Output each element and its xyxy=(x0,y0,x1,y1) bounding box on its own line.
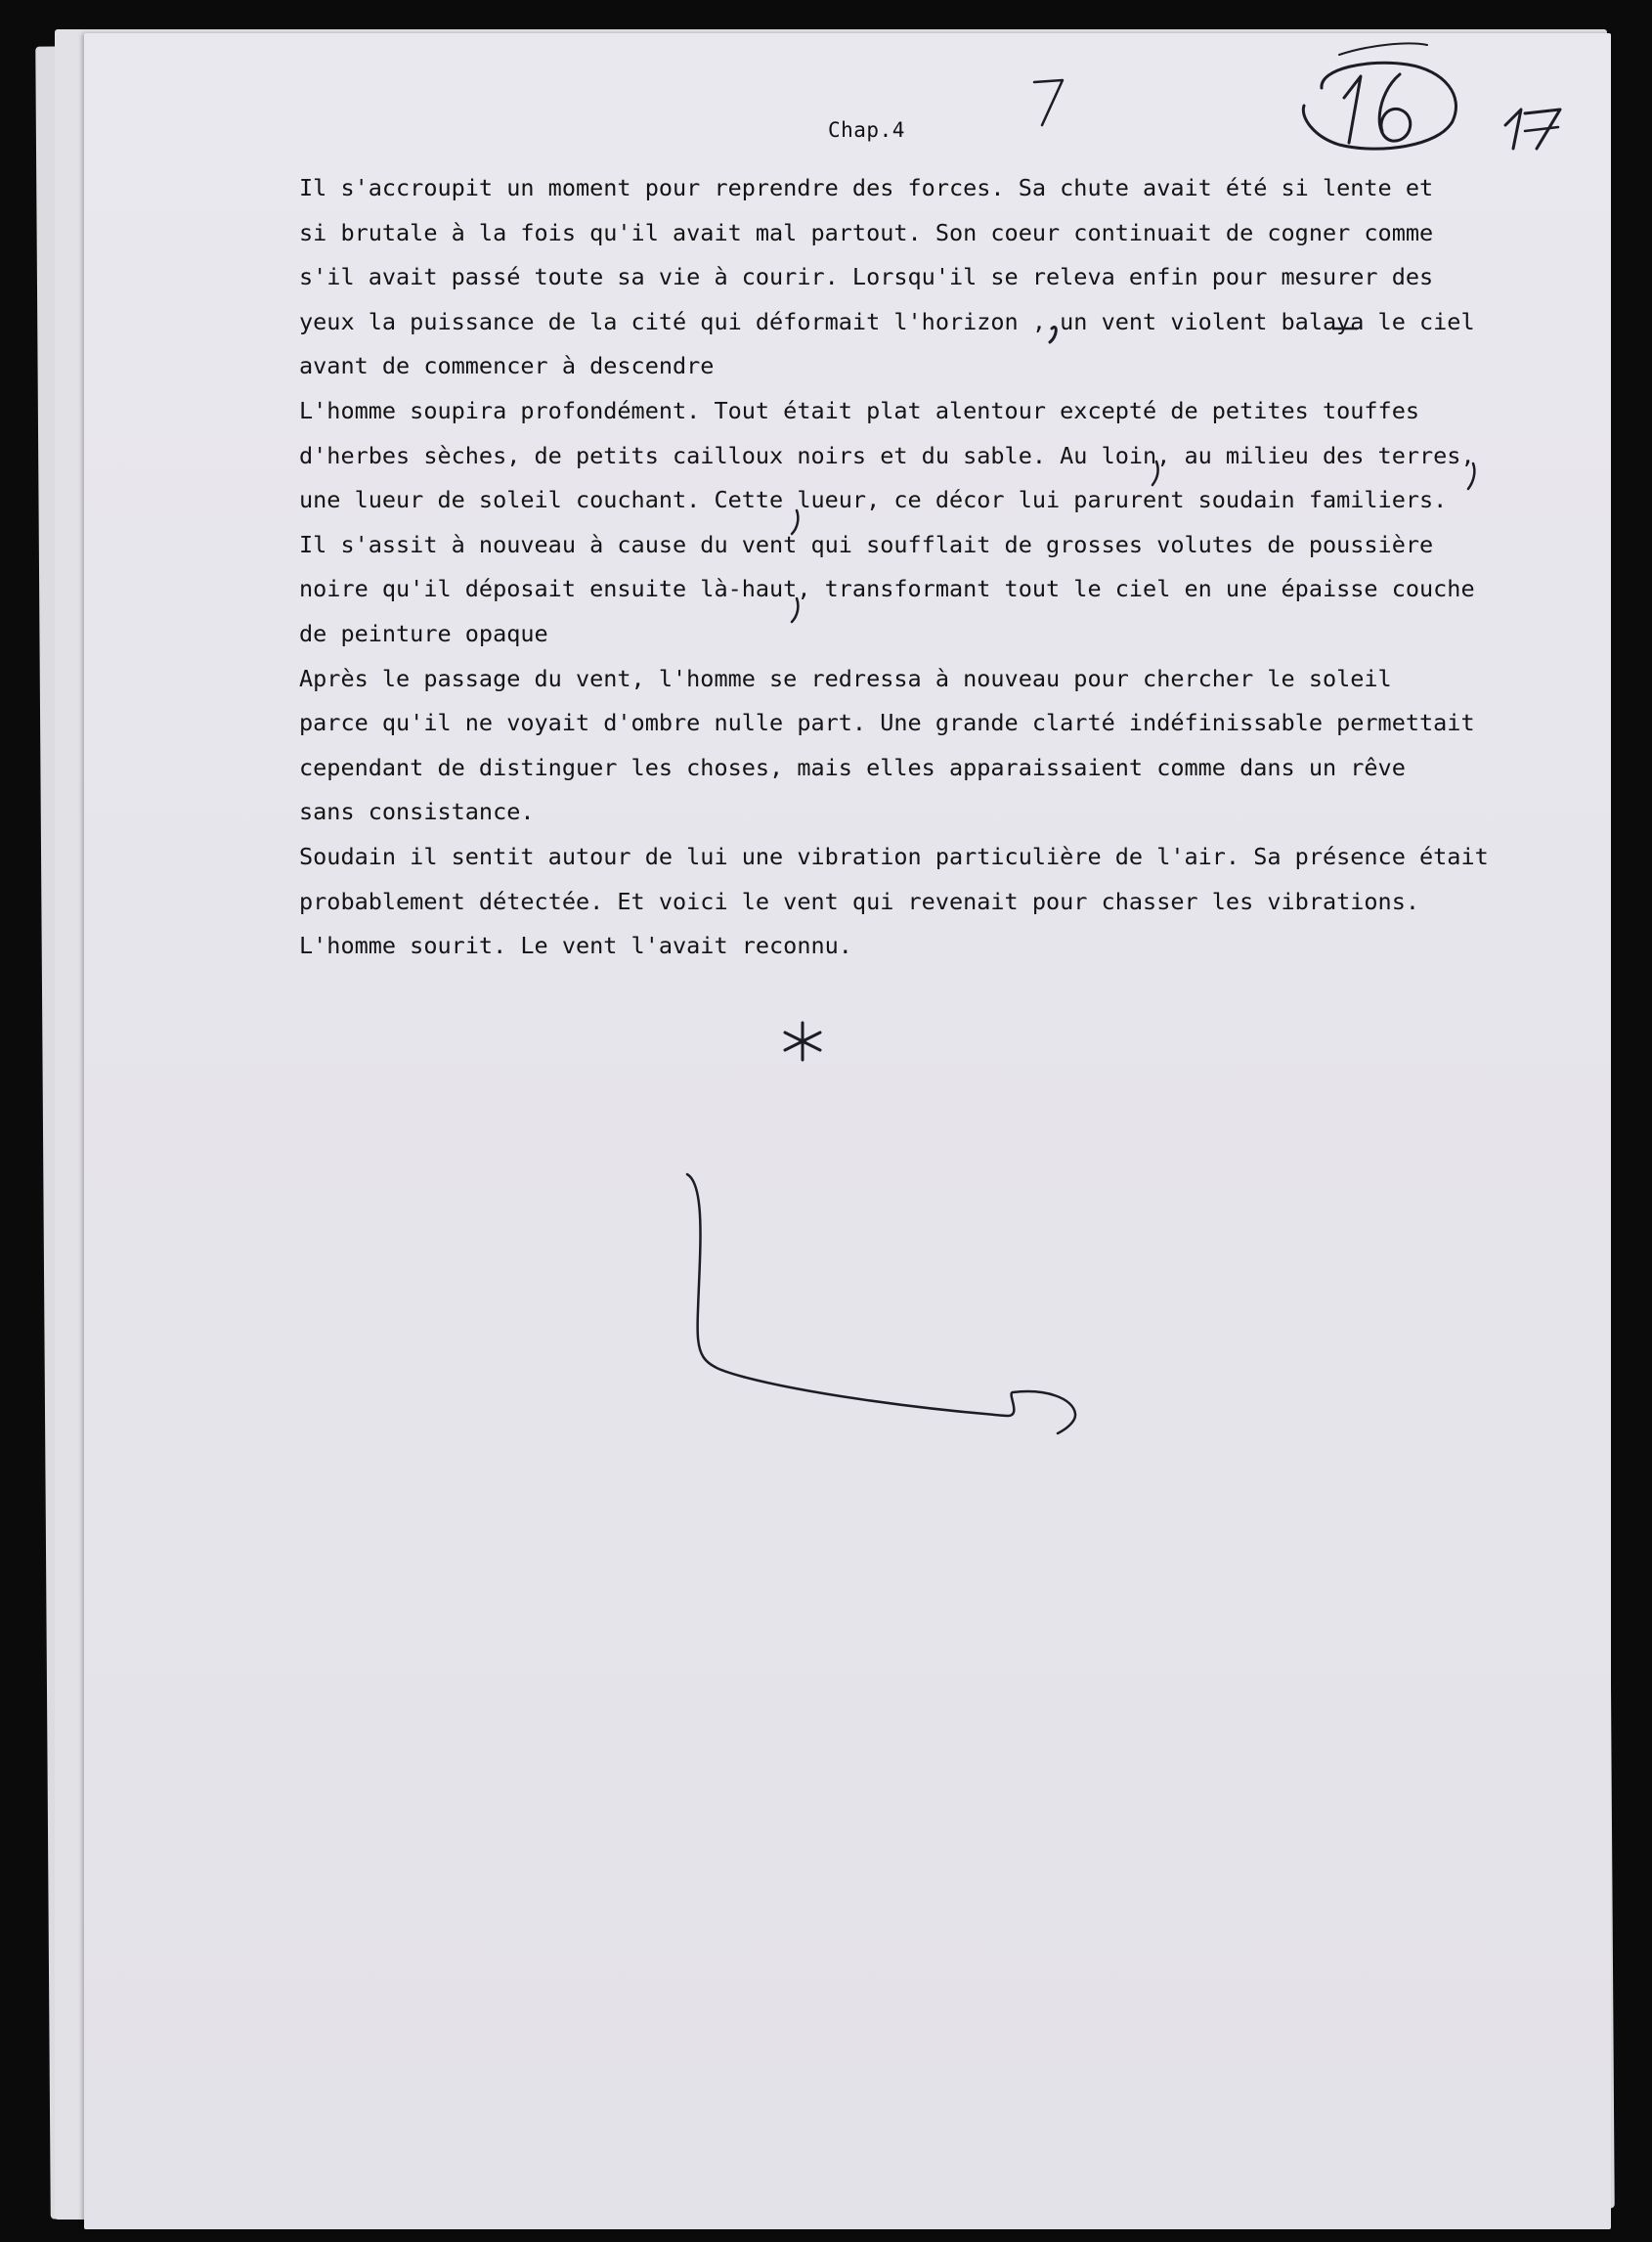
text-line: L'homme soupira profondément. Tout était plat alentour excepté de petites touffes xyxy=(299,396,1420,424)
asterisk-icon xyxy=(778,1017,827,1066)
typed-body-text xyxy=(299,166,1531,969)
text-line: Après le passage du vent, l'homme se redressa à nouveau pour chercher le soleil xyxy=(299,664,1392,692)
text-line: probablement détectée. Et voici le vent qui revenait pour chasser les vibrations. xyxy=(299,887,1420,915)
chapter-heading: Chap.4 xyxy=(828,118,905,142)
text-line: s'il avait passé toute sa vie à courir. Lorsqu'il se releva enfin pour mesurer des xyxy=(299,263,1434,291)
text-line: Il s'accroupit un moment pour reprendre des forces. Sa chute avait été si lente et xyxy=(299,174,1434,201)
text-line: noire qu'il déposait ensuite là-haut, transformant tout le ciel en une épaisse couche xyxy=(299,575,1475,603)
text-line: L'homme sourit. Le vent l'avait reconnu. xyxy=(299,932,852,960)
text-line: Soudain il sentit autour de lui une vibration particulière de l'air. Sa présence était xyxy=(299,842,1489,870)
text-line: avant de commencer à descendre xyxy=(299,352,715,380)
text-line: d'herbes sèches, de petits cailloux noirs et du sable. Au loin, au milieu des terres, xyxy=(299,441,1475,469)
text-line: une lueur de soleil couchant. Cette lueur, ce décor lui parurent soudain familiers. xyxy=(299,486,1448,514)
text-line: yeux la puissance de la cité qui déformait l'horizon , un vent violent balaya le ciel xyxy=(299,307,1475,335)
text-line: de peinture opaque xyxy=(299,619,548,647)
text-line: parce qu'il ne voyait d'ombre nulle part. Une grande clarté indéfinissable permettait xyxy=(299,709,1475,737)
text-line: si brutale à la fois qu'il avait mal partout. Son coeur continuait de cogner comme xyxy=(299,218,1434,246)
text-line: cependant de distinguer les choses, mais elles apparaissaient comme dans un rêve xyxy=(299,753,1406,781)
text-line: sans consistance. xyxy=(299,798,535,826)
text-line: Il s'assit à nouveau à cause du vent qui soufflait de grosses volutes de poussière xyxy=(299,530,1434,558)
